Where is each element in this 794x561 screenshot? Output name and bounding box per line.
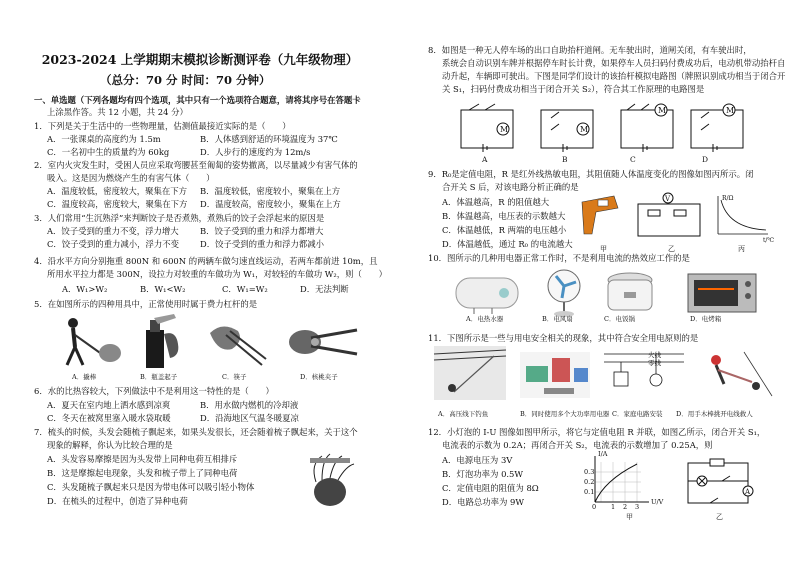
q2-stem: 2．室内火灾发生时，受困人员应采取弯腰甚至匍匐的姿势撤离，以尽量减少有害气体的 [34,160,358,170]
bottle-opener-illustration [130,312,190,370]
overloaded-socket-icon [520,352,590,398]
q3-option-b: B．饺子受到的重力和浮力都增大 [200,226,324,236]
section-heading-cont: 上涂黑作答。共 12 小题，共 24 分） [47,107,188,117]
q9-figures [578,190,773,252]
q7-option-c: C．头发随梳子飘起来只是因为带电体可以吸引轻小物体 [47,482,255,492]
q8-option-b: B [562,155,568,164]
q8-circuit-diagrams [455,100,775,162]
q1-option-a: A．一张课桌的高度约为 1.5m [47,134,161,144]
q9-stem: 9．R₀是定值电阻，R 是红外线热敏电阻，其阻值随人体温度变化的图像如图丙所示。闭 [428,169,754,179]
svg-text:M: M [658,106,667,115]
q10-caption-b: B．电风扇 [542,315,573,323]
q9-option-c: C．体温越低，R 两端的电压越小 [442,225,567,235]
q12-stem: 12．小灯泡的 I-U 图像如图甲所示，将它与定值电阻 R 并联，如图乙所示，闭合开关 S₁， [428,427,766,437]
q2-option-d: D．温度较高，密度较小，聚集在上方 [200,199,341,209]
circuit-b [541,110,593,152]
q1-option-d: D．人步行的速度约为 12m/s [200,147,311,157]
hair-comb-illustration [300,452,360,510]
q10-caption-a: A．电热水器 [466,315,504,323]
q12-stem-cont: 电流表的示数为 0.2A；再闭合开关 S₂，电流表的示数增加了 0.25A，则 [442,440,713,450]
q9-graph [718,195,774,244]
q9-stem-cont: 合开关 S 后，对该电路分析正确的是 [442,182,579,192]
electric-fan-icon [548,270,580,317]
q4-stem-cont: 所用水平拉力都是 300N，设拉力对较重的车做功为 W₁，对较轻的车做功 W₂，则（ ） [47,269,387,279]
q10-caption-c: C．电饭锅 [604,315,635,323]
q9-label-bing: 丙 [738,245,745,253]
q12-tick-x-1: 1 [611,503,616,511]
q1-option-b: B．人体感到舒适的环境温度为 37℃ [200,134,338,144]
q4-option-b: B．W₁<W₂ [140,284,186,294]
q5-caption-a: A．撬棒 [72,373,97,381]
q12-option-a: A．电源电压为 3V [442,455,513,465]
q11-caption-a: A．高压线下钓鱼 [438,410,489,418]
q11-safety-pictures [434,346,774,404]
q12-tick-y-03: 0.3 [584,468,595,476]
q12-label-jia: 甲 [626,513,633,521]
q3-stem: 3．人们常用“生沉熟浮”来判断饺子是否煮熟，煮熟后的饺子会浮起来的原因是 [34,213,325,223]
circuit-a [461,104,513,152]
q7-stem: 7．梳头的时候，头发会随梳子飘起来，如果头发很长，还会随着梳子飘起来，关于这个 [34,427,358,437]
q1-option-c: C．一名初中生的质量约为 60kg [47,147,170,157]
q2-option-a: A．温度较低，密度较大，聚集在下方 [47,186,188,196]
q12-option-d: D．电路总功率为 9W [442,497,524,507]
q9-label-yi: 乙 [668,245,675,253]
water-heater-icon [456,278,518,314]
q4-option-a: A．W₁>W₂ [62,284,108,294]
chopsticks-illustration [200,315,270,370]
q11-caption-b: B．同时使用多个大功率用电器 [520,410,610,418]
circuit-d [691,104,743,152]
q9-option-a: A．体温越高，R 的阻值越大 [442,197,550,207]
q6-option-c: C．冬天在被窝里塞入暖水袋取暖 [47,413,171,423]
q9-option-d: D．体温越低，通过 R₀ 的电流越大 [442,239,573,249]
q12-option-b: B．灯泡功率为 0.5W [442,469,523,479]
svg-text:M: M [726,106,735,115]
circuit-c [621,104,673,152]
q8-stem-2: 系统会自动识别车牌并根据停车时长计费，如果停车人员扫码付费成功后，电动机带动抬杆自 [442,58,786,68]
q4-stem: 4．沿水平方向分别拖重 800N 和 600N 的两辆车做匀速直线运动，若两车都前进 10m，且 [34,256,378,266]
q12-label-yi: 乙 [716,513,723,521]
q12-axis-y-label: I/A [598,450,608,458]
svg-text:R/Ω: R/Ω [722,195,734,202]
svg-text:A: A [745,488,751,496]
q7-option-d: D．在梳头的过程中，创造了异种电荷 [47,496,188,506]
q2-stem-cont: 吸入。这是因为燃烧产生的有害气体（ ） [47,173,215,183]
q9-label-jia: 甲 [600,245,607,253]
q4-option-d: D．无法判断 [300,284,349,294]
q10-appliances [452,268,772,318]
svg-text:V: V [665,195,671,203]
q5-caption-d: D．核桃夹子 [300,373,338,381]
q11-label-live: 火线 [648,351,661,359]
crowbar-illustration [55,315,125,370]
q8-option-a: A [482,155,488,164]
q9-circuit [638,193,700,236]
rice-cooker-icon [608,273,652,310]
q2-option-c: C．温度较高，密度较大，聚集在下方 [47,199,188,209]
q12-tick-origin: 0 [592,503,597,511]
q6-stem: 6．水的比热容较大，下列做法中不是利用这一特性的是（ ） [34,386,274,396]
q11-label-neutral: 零线 [648,359,661,367]
q5-caption-b: B．瓶盖起子 [140,373,178,381]
q7-stem-cont: 现象的解释，你认为比较合理的是 [47,440,173,450]
q3-option-c: C．饺子受到的重力减小，浮力不变 [47,239,180,249]
rescue-with-stick-icon [711,352,772,396]
q12-axis-x-label: U/V [651,498,664,506]
page-title: 2023-2024 上学期期末模拟诊断测评卷（九年级物理） [41,52,359,67]
nutcracker-illustration [285,320,360,365]
q8-stem-4: 关 S₁，扫码付费成功相当于闭合开关 S₂），符合其工作原理的电路图是 [442,84,705,94]
q3-option-a: A．饺子受到的重力不变，浮力增大 [47,226,179,236]
q6-option-b: B．用水做内燃机的冷却液 [200,400,299,410]
q8-stem: 8．如图是一种无人停车场的出口自助抬杆道闸。无车驶出时，道闸关闭，有车驶出时， [428,45,752,55]
q3-option-d: D．饺子受到的重力和浮力都减小 [200,239,324,249]
q2-option-b: B．温度较低，密度较小，聚集在上方 [200,186,341,196]
q12-tick-x-3: 3 [635,503,640,511]
q9-option-b: B．体温越高，电压表的示数越大 [442,211,566,221]
q7-option-b: B．这是摩擦起电现象，头发和梳子带上了同种电荷 [47,468,238,478]
page-subtitle: （总分：70 分 时间：70 分钟） [100,73,271,87]
oven-icon [688,274,756,312]
q12-option-c: C．定值电阻的阻值为 8Ω [442,483,539,493]
svg-text:M: M [500,125,509,134]
q6-option-d: D．沿海地区气温冬暖夏凉 [200,413,299,423]
q5-caption-c: C．筷子 [222,373,247,381]
household-circuit-icon [604,354,684,386]
q7-option-a: A．头发容易摩擦是因为头发带上同种电荷互相排斥 [47,454,238,464]
q12-circuit [680,455,762,510]
q8-stem-3: 动升起，车辆即可驶出。下图是同学们设计的该抬杆模拟电路图（牌照识别成功相当于闭合开 [442,71,786,81]
svg-text:M: M [580,125,589,134]
q6-option-a: A．夏天在室内地上洒水感到凉爽 [47,400,171,410]
thermometer-gun-icon [582,196,618,234]
q10-caption-d: D．电烤箱 [690,315,722,323]
fishing-under-powerline-icon [434,346,506,400]
q10-stem: 10．图所示的几种用电器正常工作时，不是利用电流的热效应工作的是 [428,253,690,263]
q1-stem: 1．下列是关于生活中的一些物理量，估测值最接近实际的是（ ） [34,121,291,131]
q8-option-d: D [702,155,709,164]
q4-option-c: C．W₁=W₂ [222,284,268,294]
svg-text:t/℃: t/℃ [763,237,775,244]
q11-caption-c: C．家庭电路安装 [612,410,663,418]
section-heading: 一、单选题（下列各题均有四个选项，其中只有一个选项符合题意，请将其序号在答题卡 [34,95,361,105]
q12-tick-y-02: 0.2 [584,478,595,486]
q11-stem: 11．下图所示是一些与用电安全相关的现象，其中符合安全用电原则的是 [428,333,699,343]
q5-stem: 5．在如图所示的四种用具中，正常使用时属于费力杠杆的是 [34,299,258,309]
q12-tick-y-01: 0.1 [584,488,595,496]
q11-caption-d: D．用手木棒挑开电线救人 [676,410,753,418]
q8-option-c: C [630,155,636,164]
q12-tick-x-2: 2 [623,503,628,511]
